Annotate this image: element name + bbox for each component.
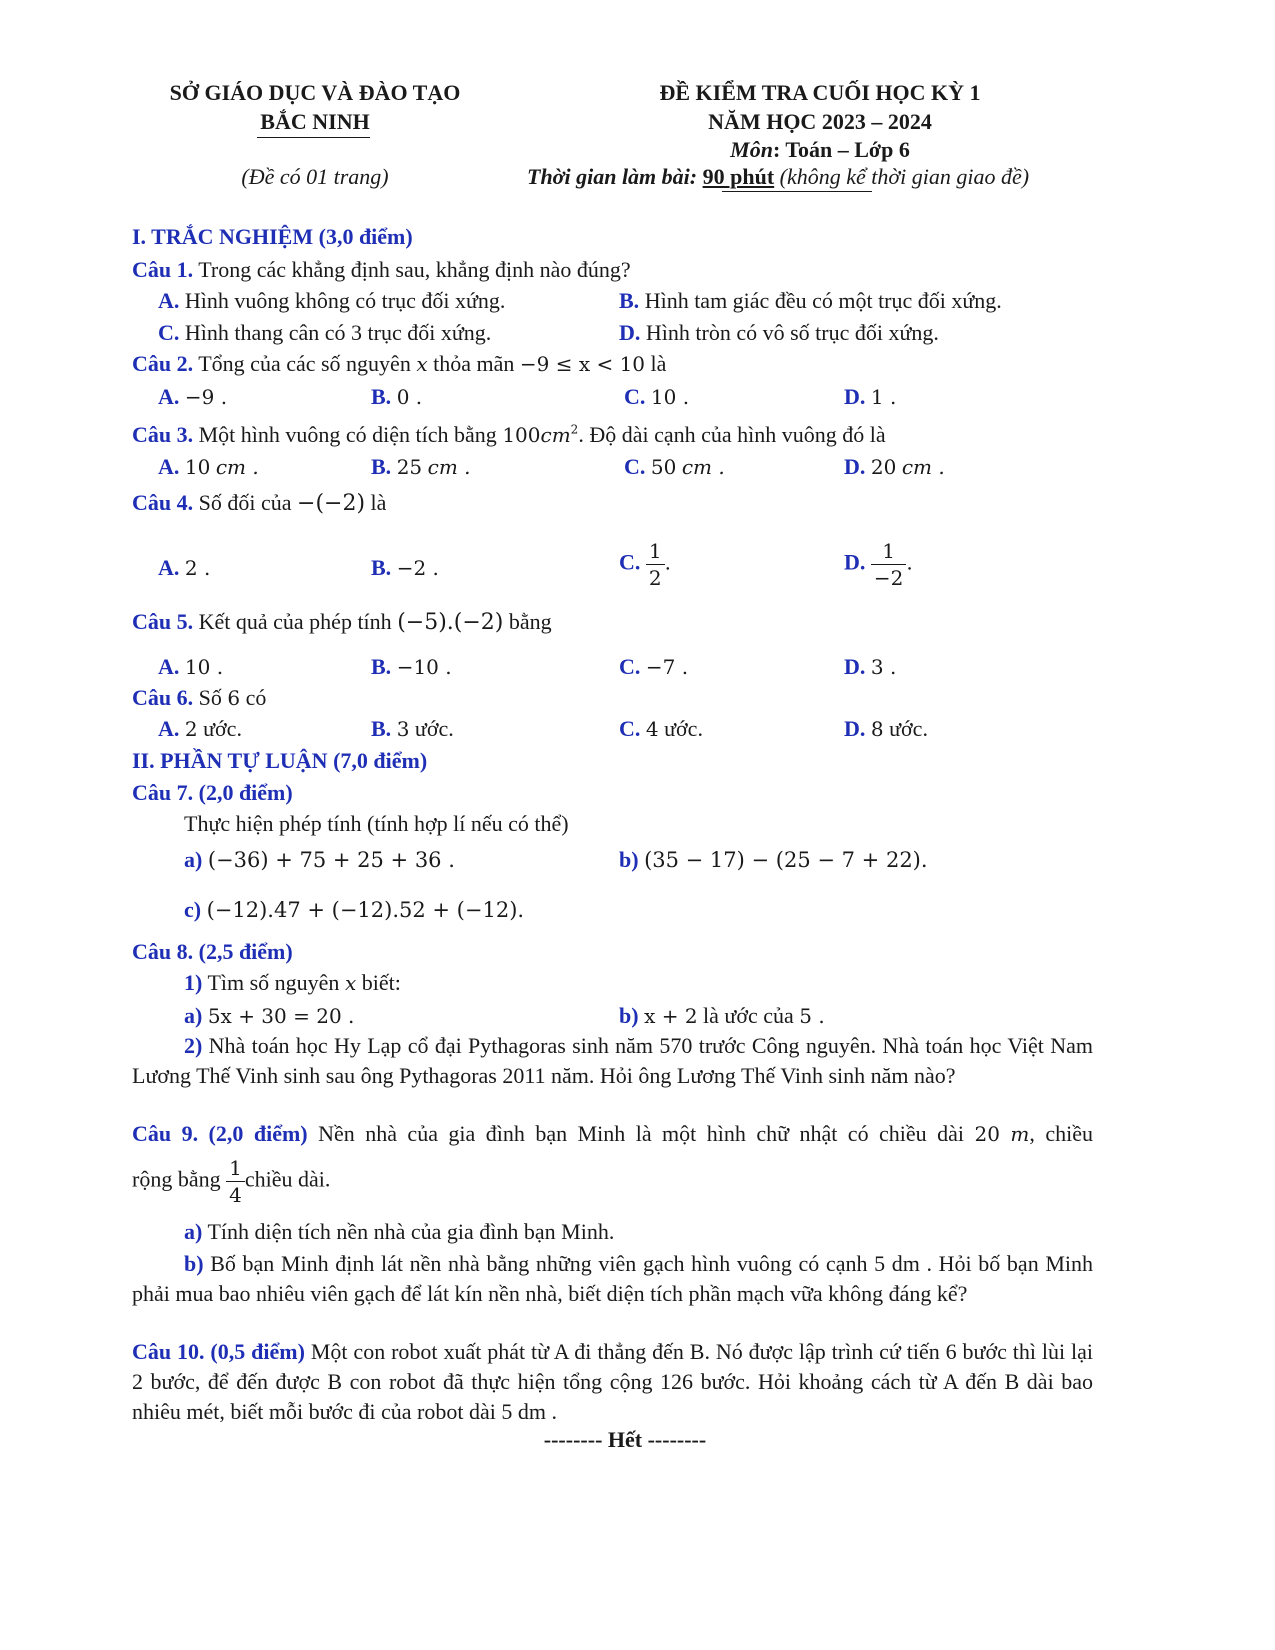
- option-text: 1 .: [870, 385, 897, 409]
- q4-text2: là: [370, 490, 387, 515]
- province-text: BẮC NINH: [260, 109, 370, 134]
- dept-name: SỞ GIÁO DỤC VÀ ĐÀO TẠO: [169, 80, 461, 105]
- part-label: a): [184, 1219, 203, 1244]
- q5-expression: (−5).(−2): [397, 610, 504, 635]
- q2-text: Tổng của các số nguyên: [198, 351, 411, 376]
- q4-label: Câu 4.: [132, 490, 194, 515]
- subject-label: Môn: [730, 137, 773, 162]
- q8-label: Câu 8. (2,5 điểm): [132, 939, 293, 964]
- option-text: Hình tam giác đều có một trục đối xứng.: [644, 288, 1002, 313]
- option-label: B.: [371, 555, 392, 580]
- option-number: 8: [870, 717, 884, 741]
- q7-part-a: [184, 847, 455, 873]
- q8-part-b: [619, 1003, 825, 1029]
- option-unit: cm .: [427, 455, 471, 479]
- expression: (35 − 17) − (25 − 7 + 22).: [644, 848, 928, 872]
- q5-option-d: [844, 654, 896, 680]
- q1-option-d: [619, 320, 939, 346]
- q6-text2: có: [245, 685, 267, 710]
- q8-part-a: [184, 1003, 354, 1029]
- q9-line2: [132, 1155, 330, 1208]
- option-value: 25: [396, 455, 423, 479]
- subject-value: : Toán – Lớp 6: [772, 137, 910, 162]
- time-underline: [722, 191, 872, 192]
- punct-dot: .: [664, 550, 671, 575]
- variable: x: [344, 971, 357, 995]
- option-label: A.: [158, 454, 180, 479]
- option-label: B.: [371, 716, 392, 741]
- time-label: Thời gian làm bài: [527, 164, 690, 189]
- expression: x + 2: [644, 1004, 698, 1028]
- option-value: 50: [650, 455, 677, 479]
- option-label: B.: [371, 384, 392, 409]
- part-text: là ước của: [703, 1003, 794, 1028]
- part-text: Tìm số nguyên: [207, 970, 340, 995]
- q8-part1: [184, 970, 401, 996]
- fraction-numerator: 1: [646, 538, 665, 565]
- option-label: C.: [624, 454, 646, 479]
- option-label: A.: [158, 288, 180, 313]
- time-line: [527, 164, 1029, 190]
- option-label: A.: [158, 555, 180, 580]
- q3-option-c: [624, 454, 725, 480]
- option-number: 2: [184, 717, 198, 741]
- q4-option-a: [158, 555, 210, 581]
- q3-sup: 2: [570, 422, 579, 437]
- q9-text-end: , chiều: [1029, 1121, 1093, 1146]
- q4-option-c: [619, 538, 671, 591]
- part-label: c): [184, 897, 202, 922]
- q6-option-a: [158, 716, 242, 742]
- part-label: 2): [184, 1033, 203, 1058]
- q9-label: Câu 9. (2,0 điểm): [132, 1121, 308, 1146]
- q10-text: Một con robot xuất phát từ A đi thẳng đến B. Nó được lập trình cứ tiến 6 bước thì lùi lại 2 bước, để đến được B con robot đã thực hiện tổng cộng 126 bước. Hỏi khoảng cách từ A đến B dài bao nhiêu mét, biết mỗi bước đi của robot dài 5 dm .: [132, 1339, 1093, 1424]
- q5-option-b: [371, 654, 452, 680]
- question-3: [132, 422, 886, 448]
- q1-option-a: [158, 288, 505, 314]
- q6-option-d: [844, 716, 928, 742]
- q4-option-d: [844, 538, 913, 591]
- q3-label: Câu 3.: [132, 422, 194, 447]
- province-underline: [257, 137, 370, 138]
- fraction: [871, 538, 906, 591]
- question-5: [132, 609, 552, 635]
- q1-text: Trong các khẳng định sau, khẳng định nào đúng?: [198, 257, 631, 282]
- option-text: ước.: [664, 716, 703, 741]
- option-label: D.: [844, 384, 866, 409]
- option-value: 10: [184, 455, 211, 479]
- option-label: C.: [619, 716, 641, 741]
- option-value: 20: [870, 455, 897, 479]
- fraction-denominator: −2: [873, 566, 904, 590]
- q3-option-a: [158, 454, 259, 480]
- option-label: D.: [844, 454, 866, 479]
- option-label: B.: [619, 288, 640, 313]
- q2-var: x: [416, 352, 428, 376]
- q7-part-b: [619, 847, 928, 873]
- q2-text2: thỏa mãn: [433, 351, 515, 376]
- q6-text: Số: [198, 685, 222, 710]
- option-label: A.: [158, 384, 180, 409]
- option-text: 10 .: [184, 655, 224, 679]
- q9-line2-text: rộng bằng: [132, 1166, 221, 1192]
- q9-line1: [132, 1119, 1093, 1149]
- option-label: C.: [158, 320, 180, 345]
- q6-number: 6: [227, 686, 241, 710]
- q3-text: Một hình vuông có diện tích bằng: [198, 422, 497, 447]
- part-label: b): [619, 847, 639, 872]
- part-text-end: biết:: [361, 970, 401, 995]
- q1-option-b: [619, 288, 1002, 314]
- exam-title: ĐỀ KIỂM TRA CUỐI HỌC KỲ 1: [659, 80, 981, 105]
- q2-option-b: [371, 384, 422, 410]
- option-text: ước.: [889, 716, 928, 741]
- q1-label: Câu 1.: [132, 257, 194, 282]
- part-text: Bố bạn Minh định lát nền nhà bằng những viên gạch hình vuông có cạnh 5 dm . Hỏi bố bạn Minh phải mua bao nhiêu viên gạch để lát kín nền nhà, biết diện tích phần mạch vữa không đáng kể?: [132, 1251, 1094, 1306]
- time-note: (không kể thời gian giao đề): [779, 164, 1030, 189]
- province-name: [140, 109, 490, 135]
- part1-heading: I. TRẮC NGHIỆM (3,0 điểm): [132, 224, 413, 249]
- option-text: 0 .: [396, 385, 423, 409]
- q6-label: Câu 6.: [132, 685, 194, 710]
- number: 5 .: [799, 1004, 825, 1028]
- q6-option-b: [371, 716, 454, 742]
- q3-option-d: [844, 454, 945, 480]
- q4-expression: −(−2): [297, 491, 366, 516]
- q7-label: Câu 7. (2,0 điểm): [132, 780, 293, 805]
- q2-text3: là: [650, 351, 667, 376]
- option-label: D.: [844, 716, 866, 741]
- time-value: 90 phút: [702, 164, 775, 189]
- q9-text: Nền nhà của gia đình bạn Minh là một hình chữ nhật có chiều dài: [318, 1121, 965, 1146]
- option-text: ước.: [203, 716, 242, 741]
- question-1: [132, 257, 631, 283]
- end-marker: -------- Hết --------: [543, 1427, 707, 1452]
- expression: (−12).47 + (−12).52 + (−12).: [206, 898, 525, 922]
- part-label: a): [184, 1003, 203, 1028]
- q10-label: Câu 10. (0,5 điểm): [132, 1339, 305, 1364]
- q9-length: 20: [974, 1122, 1000, 1146]
- part-label: b): [619, 1003, 639, 1028]
- option-text: −9 .: [184, 385, 228, 409]
- option-label: C.: [624, 384, 646, 409]
- school-year: NĂM HỌC 2023 – 2024: [708, 109, 932, 134]
- option-label: D.: [844, 654, 866, 679]
- q2-option-d: [844, 384, 896, 410]
- option-text: 2 .: [184, 556, 211, 580]
- option-label: B.: [371, 454, 392, 479]
- part-text: Tính diện tích nền nhà của gia đình bạn Minh.: [207, 1219, 615, 1244]
- q1-option-c: [158, 320, 491, 346]
- q8-part2: [132, 1031, 1093, 1091]
- option-unit: cm .: [681, 455, 725, 479]
- q5-text2: bằng: [508, 609, 552, 634]
- option-unit: cm .: [215, 455, 259, 479]
- q9-unit: m: [1010, 1122, 1030, 1146]
- option-text: −2 .: [396, 556, 439, 580]
- time-colon: :: [689, 164, 698, 189]
- q3-text2: . Độ dài cạnh của hình vuông đó là: [578, 422, 886, 447]
- fraction: [646, 538, 665, 591]
- option-text: −7 .: [645, 655, 689, 679]
- option-text: Hình vuông không có trục đối xứng.: [184, 288, 506, 313]
- q3-option-b: [371, 454, 471, 480]
- question-4: [132, 490, 386, 516]
- q7-part-c: [184, 897, 524, 923]
- punct-dot: .: [906, 550, 913, 575]
- option-text: −10 .: [396, 655, 452, 679]
- question-2: [132, 351, 666, 377]
- option-text: Hình tròn có vô số trục đối xứng.: [645, 320, 939, 345]
- option-label: B.: [371, 654, 392, 679]
- q4-text: Số đối của: [198, 490, 292, 515]
- fraction-denominator: 2: [648, 566, 662, 590]
- option-label: C.: [619, 654, 641, 679]
- q9-line2-end: chiều dài.: [244, 1166, 331, 1192]
- option-number: 3: [396, 717, 410, 741]
- option-text: 3 .: [870, 655, 897, 679]
- option-text: 10 .: [650, 385, 690, 409]
- part-label: b): [184, 1251, 204, 1276]
- q2-condition: −9 ≤ x < 10: [519, 352, 646, 376]
- option-text: ước.: [414, 716, 454, 741]
- q6-option-c: [619, 716, 703, 742]
- pages-note: (Đề có 01 trang): [241, 164, 389, 189]
- fraction: [226, 1155, 245, 1208]
- q2-label: Câu 2.: [132, 351, 194, 376]
- question-10: [132, 1337, 1093, 1427]
- option-text: Hình thang cân có 3 trục đối xứng.: [184, 320, 492, 345]
- option-label: A.: [158, 716, 180, 741]
- part2-heading: II. PHẦN TỰ LUẬN (7,0 điểm): [132, 748, 428, 773]
- q5-option-a: [158, 654, 223, 680]
- q9-part-a: [184, 1219, 614, 1245]
- equation: 5x + 30 = 20 .: [207, 1004, 355, 1028]
- q3-unit: cm: [540, 423, 571, 447]
- question-6: [132, 685, 266, 711]
- option-label: A.: [158, 654, 180, 679]
- option-label: D.: [619, 320, 641, 345]
- expression: (−36) + 75 + 25 + 36 .: [207, 848, 455, 872]
- q2-option-a: [158, 384, 227, 410]
- option-unit: cm .: [901, 455, 945, 479]
- part-label: 1): [184, 970, 203, 995]
- q5-text: Kết quả của phép tính: [198, 609, 392, 634]
- q9-part-b: [132, 1249, 1093, 1309]
- q5-label: Câu 5.: [132, 609, 194, 634]
- q5-option-c: [619, 654, 688, 680]
- q2-option-c: [624, 384, 689, 410]
- part-label: a): [184, 847, 203, 872]
- subject-line: [560, 137, 1080, 163]
- option-label: D.: [844, 549, 866, 575]
- fraction-denominator: 4: [229, 1183, 242, 1207]
- part-text: Nhà toán học Hy Lạp cổ đại Pythagoras sinh năm 570 trước Công nguyên. Nhà toán học Việt Nam Lương Thế Vinh sinh sau ông Pythagoras 2011 năm. Hỏi ông Lương Thế Vinh sinh năm nào?: [132, 1033, 1093, 1088]
- option-number: 4: [645, 717, 659, 741]
- q3-area: 100: [502, 423, 541, 447]
- q4-option-b: [371, 555, 439, 581]
- option-label: C.: [619, 549, 641, 575]
- q7-intro: Thực hiện phép tính (tính hợp lí nếu có thể): [184, 811, 569, 836]
- fraction-numerator: 1: [871, 538, 906, 565]
- fraction-numerator: 1: [226, 1155, 245, 1182]
